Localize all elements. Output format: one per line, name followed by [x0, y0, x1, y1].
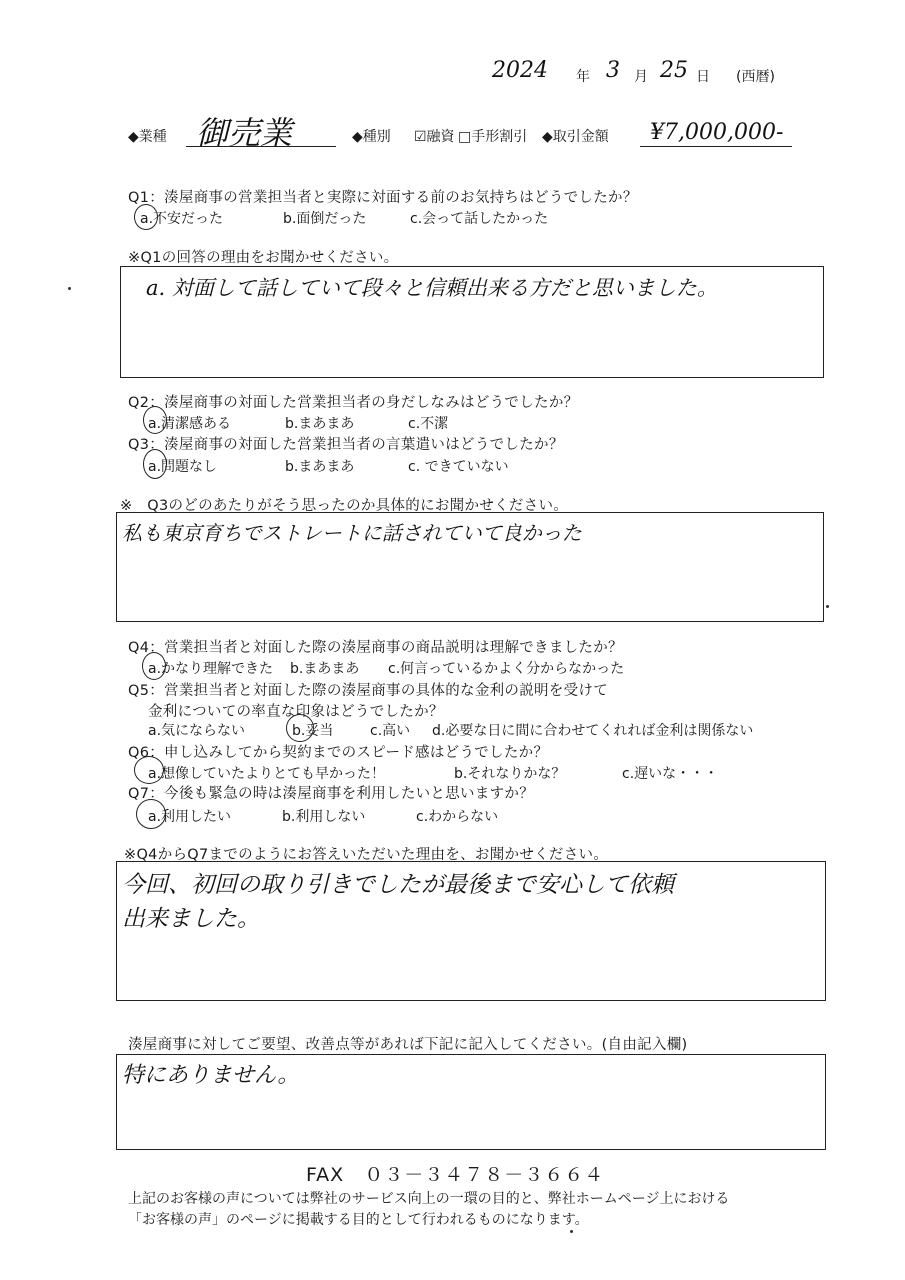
q1-reason-prompt: ※Q1の回答の理由をお聞かせください。	[128, 250, 399, 266]
q1-option-a: a.不安だった	[140, 211, 224, 227]
scan-speck	[570, 1230, 573, 1233]
q3-question: Q3：湊屋商事の対面した営業担当者の言葉遣いはどうでしたか？	[128, 437, 564, 453]
footer-fax: FAX ０３－３４７８－３６６４	[306, 1164, 605, 1186]
q2-option-a: a.清潔感ある	[148, 416, 232, 432]
footer-note-line1: 上記のお客様の声については弊社のサービス向上の一環の目的と、弊社ホームページ上における	[128, 1191, 730, 1207]
q5-option-d: d.必要な日に間に合わせてくれれば金利は関係ない	[432, 723, 754, 739]
q4-option-b: b.まあまあ	[290, 661, 360, 677]
date-month: 3	[606, 58, 620, 83]
date-year-label: 年	[576, 69, 590, 85]
q1-reason-answer: a. 対面して話していて段々と信頼出来る方だと思いました。	[146, 276, 718, 300]
q47-reason-answer-line1: 今回、初回の取り引きでしたが最後まで安心して依頼	[122, 872, 674, 898]
q3-reason-answer: 私も東京育ちでストレートに話されていて良かった	[122, 521, 582, 545]
q7-option-a: a.利用したい	[148, 809, 232, 825]
q5-question-line1: Q5：営業担当者と対面した際の湊屋商事の具体的な金利の説明を受けて	[128, 683, 609, 699]
amount-value: ¥7,000,000-	[650, 120, 784, 145]
q3-option-b: b.まあまあ	[285, 459, 355, 475]
q1-option-b: b.面倒だった	[283, 211, 367, 227]
q2-option-c: c.不潔	[408, 416, 449, 432]
amount-underline	[640, 146, 792, 147]
date-day: 25	[660, 58, 688, 83]
q4-option-a: a.かなり理解できた	[148, 661, 274, 677]
footer-note-line2: 「お客様の声」のページに掲載する目的として行われるものになります。	[128, 1212, 589, 1228]
date-era: (西暦)	[736, 69, 775, 85]
q2-option-b: b.まあまあ	[285, 416, 355, 432]
q6-option-c: c.遅いな・・・	[622, 766, 719, 782]
date-month-label: 月	[634, 69, 648, 85]
q6-option-b: b.それなりかな？	[454, 766, 566, 782]
q1-answer-circle	[134, 204, 158, 230]
q5-option-b: b.妥当	[292, 723, 334, 739]
q2-answer-circle	[143, 406, 167, 434]
q6-answer-circle	[134, 756, 164, 784]
q6-question: Q6：申し込みしてから契約までのスピード感はどうでしたか？	[128, 745, 549, 761]
type-checked: ☑融資	[414, 129, 455, 145]
free-prompt: 湊屋商事に対してご要望、改善点等があれば下記に記入してください。(自由記入欄)	[128, 1037, 688, 1053]
scan-speck	[68, 287, 71, 290]
q7-question: Q7：今後も緊急の時は湊屋商事を利用したいと思いますか？	[128, 786, 535, 802]
scan-speck	[826, 605, 829, 608]
q4-answer-circle	[142, 652, 166, 680]
industry-value: 御売業	[196, 114, 293, 152]
q7-answer-circle	[136, 799, 166, 829]
q47-reason-prompt: ※Q4からQ7までのようにお答えいただいた理由を、お聞かせください。	[124, 847, 609, 863]
q4-question: Q4：営業担当者と対面した際の湊屋商事の商品説明は理解できましたか？	[128, 640, 623, 656]
q1-question: Q1：湊屋商事の営業担当者と実際に対面する前のお気持ちはどうでしたか？	[128, 190, 638, 206]
q7-option-c: c.わからない	[416, 809, 499, 825]
q6-option-a: a.想像していたよりとても早かった！	[148, 766, 386, 782]
type-unchecked: □手形割引	[458, 129, 528, 145]
industry-underline	[186, 146, 336, 147]
date-year: 2024	[492, 58, 548, 83]
q7-option-b: b.利用しない	[282, 809, 366, 825]
industry-label: ◆業種	[128, 129, 167, 145]
q3-answer-circle	[143, 449, 167, 479]
q3-reason-prompt: ※ Q3のどのあたりがそう思ったのか具体的にお聞かせください。	[120, 498, 569, 514]
q5-option-a: a.気にならない	[148, 723, 246, 739]
amount-label: ◆取引金額	[542, 129, 609, 145]
q4-option-c: c.何言っているかよく分からなかった	[388, 661, 625, 677]
date-day-label: 日	[696, 69, 710, 85]
q5-question-line2: 金利についての率直な印象はどうでしたか？	[148, 704, 444, 720]
q2-question: Q2：湊屋商事の対面した営業担当者の身だしなみはどうでしたか？	[128, 395, 579, 411]
q47-reason-answer-line2: 出来ました。	[122, 906, 260, 932]
q5-answer-circle	[286, 714, 314, 742]
q1-option-c: c.会って話したかった	[410, 211, 549, 227]
free-answer: 特にありません。	[122, 1063, 300, 1088]
q3-option-a: a.問題なし	[148, 459, 218, 475]
type-label: ◆種別	[352, 129, 391, 145]
q3-option-c: c. できていない	[408, 459, 509, 475]
q5-option-c: c.高い	[370, 723, 411, 739]
